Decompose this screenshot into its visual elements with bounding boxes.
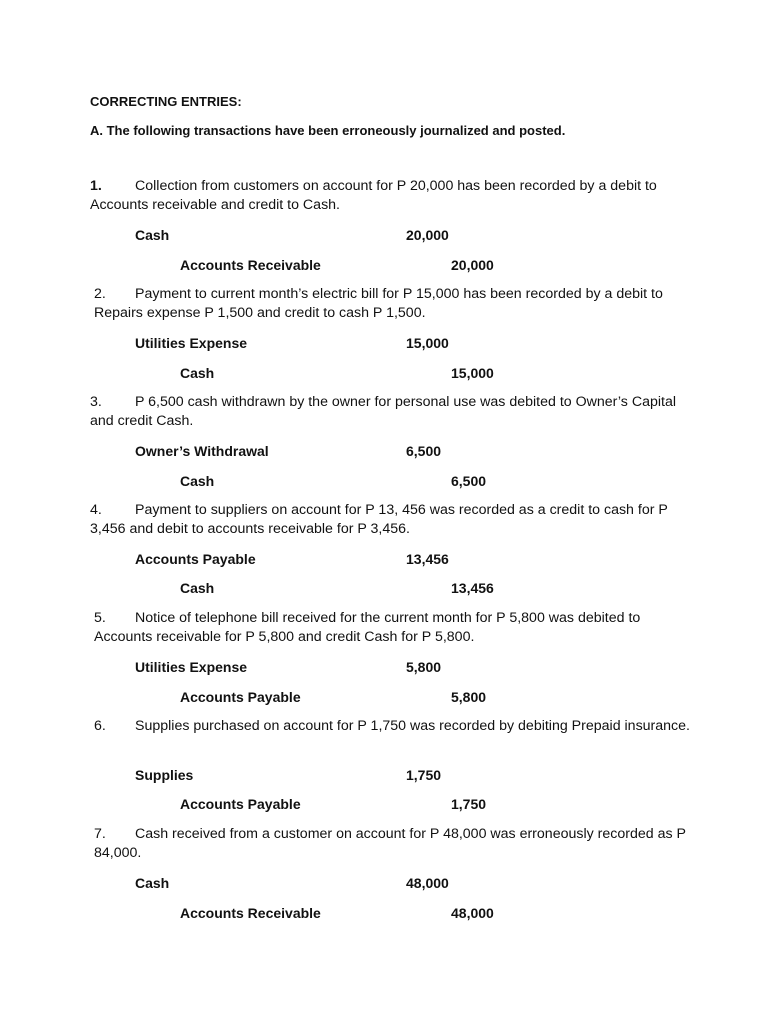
debit-account: Cash <box>135 227 170 243</box>
credit-account: Cash <box>180 365 215 381</box>
debit-account: Supplies <box>135 767 194 783</box>
item-number: 6. <box>94 718 106 734</box>
credit-amount: 13,456 <box>451 580 494 596</box>
page-title: CORRECTING ENTRIES: <box>90 94 242 109</box>
transaction-7 <box>94 825 694 863</box>
credit-amount: 6,500 <box>451 473 487 489</box>
debit-account: Cash <box>135 875 170 891</box>
credit-account: Cash <box>180 580 215 596</box>
debit-account: Utilities Expense <box>135 335 248 351</box>
item-number: 1. <box>90 178 102 194</box>
credit-amount: 48,000 <box>451 905 494 921</box>
debit-amount: 15,000 <box>406 335 449 351</box>
item-text: Supplies purchased on account for P 1,750 was recorded by debiting Prepaid insurance. <box>135 718 690 734</box>
debit-amount: 13,456 <box>406 551 449 567</box>
credit-amount: 5,800 <box>451 689 487 705</box>
credit-account: Accounts Receivable <box>180 905 321 921</box>
item-number: 2. <box>94 286 106 302</box>
credit-account: Accounts Receivable <box>180 257 321 273</box>
item-number: 4. <box>90 502 102 518</box>
debit-amount: 48,000 <box>406 875 449 891</box>
debit-account: Accounts Payable <box>135 551 256 567</box>
credit-amount: 15,000 <box>451 365 494 381</box>
debit-amount: 6,500 <box>406 443 442 459</box>
transaction-1 <box>90 177 690 215</box>
transaction-3 <box>90 393 690 431</box>
transaction-4 <box>90 501 690 539</box>
debit-amount: 5,800 <box>406 659 442 675</box>
item-text: Payment to suppliers on account for P 13, 456 was recorded as a credit to cash for P 3,456 and debit to accounts receivable for P 3,456. <box>90 502 668 537</box>
item-text: P 6,500 cash withdrawn by the owner for personal use was debited to Owner’s Capital and credit Cash. <box>90 394 677 429</box>
section-a-heading: A. The following transactions have been erroneously journalized and posted. <box>90 123 566 138</box>
debit-amount: 20,000 <box>406 227 449 243</box>
credit-account: Accounts Payable <box>180 689 301 705</box>
debit-account: Utilities Expense <box>135 659 248 675</box>
credit-account: Cash <box>180 473 215 489</box>
item-number: 3. <box>90 394 102 410</box>
debit-account: Owner’s Withdrawal <box>135 443 269 459</box>
credit-account: Accounts Payable <box>180 796 301 812</box>
item-number: 7. <box>94 826 106 842</box>
item-text: Collection from customers on account for P 20,000 has been recorded by a debit to Accounts receivable and credit to Cash. <box>90 178 657 213</box>
item-text: Payment to current month’s electric bill for P 15,000 has been recorded by a debit to Repairs expense P 1,500 and credit to cash P 1,500. <box>94 286 663 321</box>
credit-amount: 20,000 <box>451 257 494 273</box>
debit-amount: 1,750 <box>406 767 442 783</box>
item-text: Cash received from a customer on account for P 48,000 was erroneously recorded as P 84,000. <box>94 826 686 861</box>
transaction-2 <box>94 285 694 323</box>
transaction-6 <box>94 717 694 736</box>
credit-amount: 1,750 <box>451 796 487 812</box>
item-number: 5. <box>94 610 106 626</box>
item-text: Notice of telephone bill received for the current month for P 5,800 was debited to Accounts receivable for P 5,800 and credit Cash for P 5,800. <box>94 610 641 645</box>
transaction-5 <box>94 609 694 647</box>
